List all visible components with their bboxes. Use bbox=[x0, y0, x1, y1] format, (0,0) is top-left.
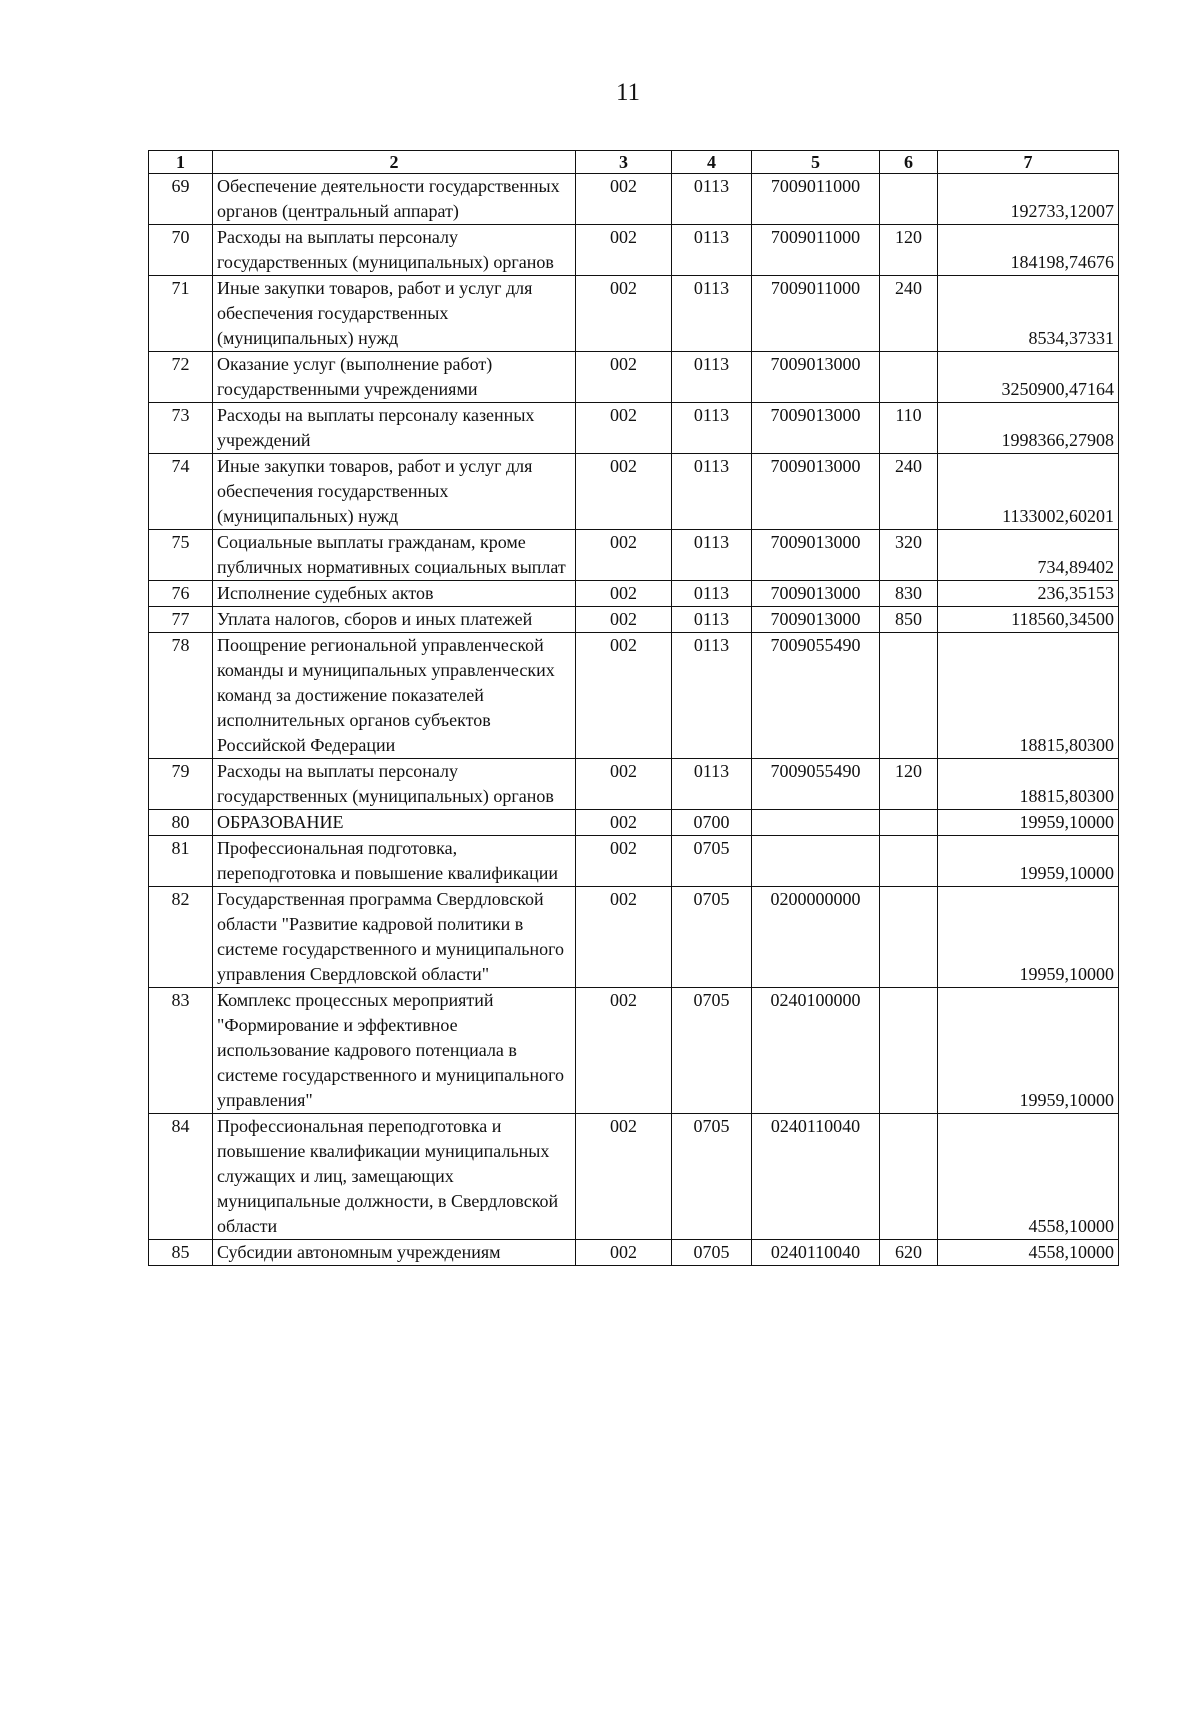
row-code-4: 0705 bbox=[672, 1114, 752, 1240]
row-name: Расходы на выплаты персоналу государственных (муниципальных) органов bbox=[213, 759, 576, 810]
row-code-3: 002 bbox=[576, 276, 672, 352]
row-code-3: 002 bbox=[576, 454, 672, 530]
table-row bbox=[149, 887, 1119, 988]
row-code-6 bbox=[880, 810, 938, 836]
table-row bbox=[149, 988, 1119, 1114]
row-code-4: 0705 bbox=[672, 836, 752, 887]
row-code-5: 7009013000 bbox=[752, 581, 880, 607]
header-cell: 2 bbox=[213, 151, 576, 174]
row-number: 84 bbox=[149, 1114, 213, 1240]
page-number: 11 bbox=[615, 79, 641, 106]
table-row bbox=[149, 759, 1119, 810]
table-row bbox=[149, 352, 1119, 403]
row-number: 85 bbox=[149, 1240, 213, 1266]
row-code-6: 240 bbox=[880, 276, 938, 352]
row-code-5: 0240110040 bbox=[752, 1240, 880, 1266]
row-code-3: 002 bbox=[576, 759, 672, 810]
row-number: 74 bbox=[149, 454, 213, 530]
row-number: 75 bbox=[149, 530, 213, 581]
row-code-4: 0705 bbox=[672, 887, 752, 988]
row-code-6: 620 bbox=[880, 1240, 938, 1266]
row-number: 82 bbox=[149, 887, 213, 988]
row-code-5: 7009013000 bbox=[752, 607, 880, 633]
row-number: 71 bbox=[149, 276, 213, 352]
row-code-6: 320 bbox=[880, 530, 938, 581]
row-code-5: 7009011000 bbox=[752, 174, 880, 225]
row-amount: 734,89402 bbox=[938, 530, 1119, 581]
row-code-5: 7009013000 bbox=[752, 530, 880, 581]
table-row bbox=[149, 810, 1119, 836]
row-code-3: 002 bbox=[576, 403, 672, 454]
table-header-row bbox=[149, 151, 1119, 174]
row-name: Обеспечение деятельности государственных органов (центральный аппарат) bbox=[213, 174, 576, 225]
row-amount: 4558,10000 bbox=[938, 1114, 1119, 1240]
row-code-5: 0240100000 bbox=[752, 988, 880, 1114]
row-code-4: 0113 bbox=[672, 276, 752, 352]
row-number: 78 bbox=[149, 633, 213, 759]
row-code-3: 002 bbox=[576, 633, 672, 759]
row-code-3: 002 bbox=[576, 810, 672, 836]
budget-table-container bbox=[148, 150, 1118, 1266]
row-code-4: 0113 bbox=[672, 581, 752, 607]
row-code-3: 002 bbox=[576, 1240, 672, 1266]
table-row bbox=[149, 454, 1119, 530]
row-code-5: 7009013000 bbox=[752, 403, 880, 454]
table-body bbox=[149, 174, 1119, 1266]
row-code-3: 002 bbox=[576, 352, 672, 403]
row-code-5: 0240110040 bbox=[752, 1114, 880, 1240]
row-code-4: 0705 bbox=[672, 988, 752, 1114]
row-code-3: 002 bbox=[576, 174, 672, 225]
row-number: 83 bbox=[149, 988, 213, 1114]
row-name: Поощрение региональной управленческой команды и муниципальных управленческих команд за достижение показателей исполнительных органов субъектов Российской Федерации bbox=[213, 633, 576, 759]
row-name: Расходы на выплаты персоналу казенных учреждений bbox=[213, 403, 576, 454]
row-code-5: 7009055490 bbox=[752, 633, 880, 759]
row-name: Исполнение судебных актов bbox=[213, 581, 576, 607]
row-code-4: 0705 bbox=[672, 1240, 752, 1266]
row-name: Оказание услуг (выполнение работ) государственными учреждениями bbox=[213, 352, 576, 403]
row-code-6: 240 bbox=[880, 454, 938, 530]
row-name: Государственная программа Свердловской области "Развитие кадровой политики в системе государственного и муниципального управления Свердловской области" bbox=[213, 887, 576, 988]
row-code-6: 110 bbox=[880, 403, 938, 454]
row-code-3: 002 bbox=[576, 836, 672, 887]
row-name: Комплекс процессных мероприятий "Формирование и эффективное использование кадрового потенциала в системе государственного и муниципального управления" bbox=[213, 988, 576, 1114]
row-code-5 bbox=[752, 836, 880, 887]
header-cell: 4 bbox=[672, 151, 752, 174]
row-code-4: 0113 bbox=[672, 225, 752, 276]
row-code-5: 7009013000 bbox=[752, 454, 880, 530]
row-number: 77 bbox=[149, 607, 213, 633]
table-row bbox=[149, 1114, 1119, 1240]
row-number: 73 bbox=[149, 403, 213, 454]
row-amount: 236,35153 bbox=[938, 581, 1119, 607]
row-code-6: 120 bbox=[880, 225, 938, 276]
table-row bbox=[149, 836, 1119, 887]
row-code-6 bbox=[880, 174, 938, 225]
table-row bbox=[149, 403, 1119, 454]
row-code-6: 830 bbox=[880, 581, 938, 607]
row-name: ОБРАЗОВАНИЕ bbox=[213, 810, 576, 836]
header-cell: 5 bbox=[752, 151, 880, 174]
row-amount: 192733,12007 bbox=[938, 174, 1119, 225]
row-name: Расходы на выплаты персоналу государственных (муниципальных) органов bbox=[213, 225, 576, 276]
row-code-5: 7009011000 bbox=[752, 225, 880, 276]
row-code-6 bbox=[880, 988, 938, 1114]
row-amount: 1133002,60201 bbox=[938, 454, 1119, 530]
header-cell: 6 bbox=[880, 151, 938, 174]
row-name: Иные закупки товаров, работ и услуг для обеспечения государственных (муниципальных) нужд bbox=[213, 454, 576, 530]
row-amount: 4558,10000 bbox=[938, 1240, 1119, 1266]
row-code-4: 0113 bbox=[672, 352, 752, 403]
row-code-5: 0200000000 bbox=[752, 887, 880, 988]
row-amount: 118560,34500 bbox=[938, 607, 1119, 633]
row-amount: 19959,10000 bbox=[938, 836, 1119, 887]
row-code-4: 0113 bbox=[672, 454, 752, 530]
row-code-5: 7009055490 bbox=[752, 759, 880, 810]
row-number: 76 bbox=[149, 581, 213, 607]
row-code-4: 0113 bbox=[672, 633, 752, 759]
row-amount: 19959,10000 bbox=[938, 887, 1119, 988]
row-code-4: 0113 bbox=[672, 759, 752, 810]
table-row bbox=[149, 607, 1119, 633]
row-code-4: 0113 bbox=[672, 607, 752, 633]
row-name: Профессиональная подготовка, переподготовка и повышение квалификации bbox=[213, 836, 576, 887]
header-cell: 7 bbox=[938, 151, 1119, 174]
table-row bbox=[149, 633, 1119, 759]
row-name: Уплата налогов, сборов и иных платежей bbox=[213, 607, 576, 633]
row-amount: 19959,10000 bbox=[938, 988, 1119, 1114]
row-amount: 184198,74676 bbox=[938, 225, 1119, 276]
row-amount: 3250900,47164 bbox=[938, 352, 1119, 403]
row-code-6 bbox=[880, 836, 938, 887]
table-row bbox=[149, 225, 1119, 276]
row-amount: 18815,80300 bbox=[938, 633, 1119, 759]
row-number: 81 bbox=[149, 836, 213, 887]
row-amount: 1998366,27908 bbox=[938, 403, 1119, 454]
table-row bbox=[149, 174, 1119, 225]
row-number: 69 bbox=[149, 174, 213, 225]
row-number: 72 bbox=[149, 352, 213, 403]
row-code-5: 7009011000 bbox=[752, 276, 880, 352]
row-code-6 bbox=[880, 1114, 938, 1240]
row-amount: 8534,37331 bbox=[938, 276, 1119, 352]
row-code-3: 002 bbox=[576, 887, 672, 988]
row-code-3: 002 bbox=[576, 225, 672, 276]
table-row bbox=[149, 276, 1119, 352]
row-number: 79 bbox=[149, 759, 213, 810]
row-code-6: 120 bbox=[880, 759, 938, 810]
row-code-6: 850 bbox=[880, 607, 938, 633]
budget-table bbox=[148, 150, 1119, 1266]
row-code-6 bbox=[880, 352, 938, 403]
row-code-5: 7009013000 bbox=[752, 352, 880, 403]
table-row bbox=[149, 530, 1119, 581]
row-amount: 19959,10000 bbox=[938, 810, 1119, 836]
table-row bbox=[149, 581, 1119, 607]
row-name: Субсидии автономным учреждениям bbox=[213, 1240, 576, 1266]
row-code-4: 0113 bbox=[672, 403, 752, 454]
row-name: Иные закупки товаров, работ и услуг для обеспечения государственных (муниципальных) нужд bbox=[213, 276, 576, 352]
row-code-6 bbox=[880, 887, 938, 988]
header-cell: 1 bbox=[149, 151, 213, 174]
row-number: 80 bbox=[149, 810, 213, 836]
table-row bbox=[149, 1240, 1119, 1266]
row-code-3: 002 bbox=[576, 530, 672, 581]
row-code-3: 002 bbox=[576, 988, 672, 1114]
header-cell: 3 bbox=[576, 151, 672, 174]
row-name: Социальные выплаты гражданам, кроме публичных нормативных социальных выплат bbox=[213, 530, 576, 581]
row-code-4: 0700 bbox=[672, 810, 752, 836]
row-amount: 18815,80300 bbox=[938, 759, 1119, 810]
row-code-3: 002 bbox=[576, 1114, 672, 1240]
row-code-5 bbox=[752, 810, 880, 836]
row-code-6 bbox=[880, 633, 938, 759]
row-code-4: 0113 bbox=[672, 174, 752, 225]
row-name: Профессиональная переподготовка и повышение квалификации муниципальных служащих и лиц, замещающих муниципальные должности, в Свердловской области bbox=[213, 1114, 576, 1240]
row-code-4: 0113 bbox=[672, 530, 752, 581]
row-code-3: 002 bbox=[576, 607, 672, 633]
row-code-3: 002 bbox=[576, 581, 672, 607]
row-number: 70 bbox=[149, 225, 213, 276]
